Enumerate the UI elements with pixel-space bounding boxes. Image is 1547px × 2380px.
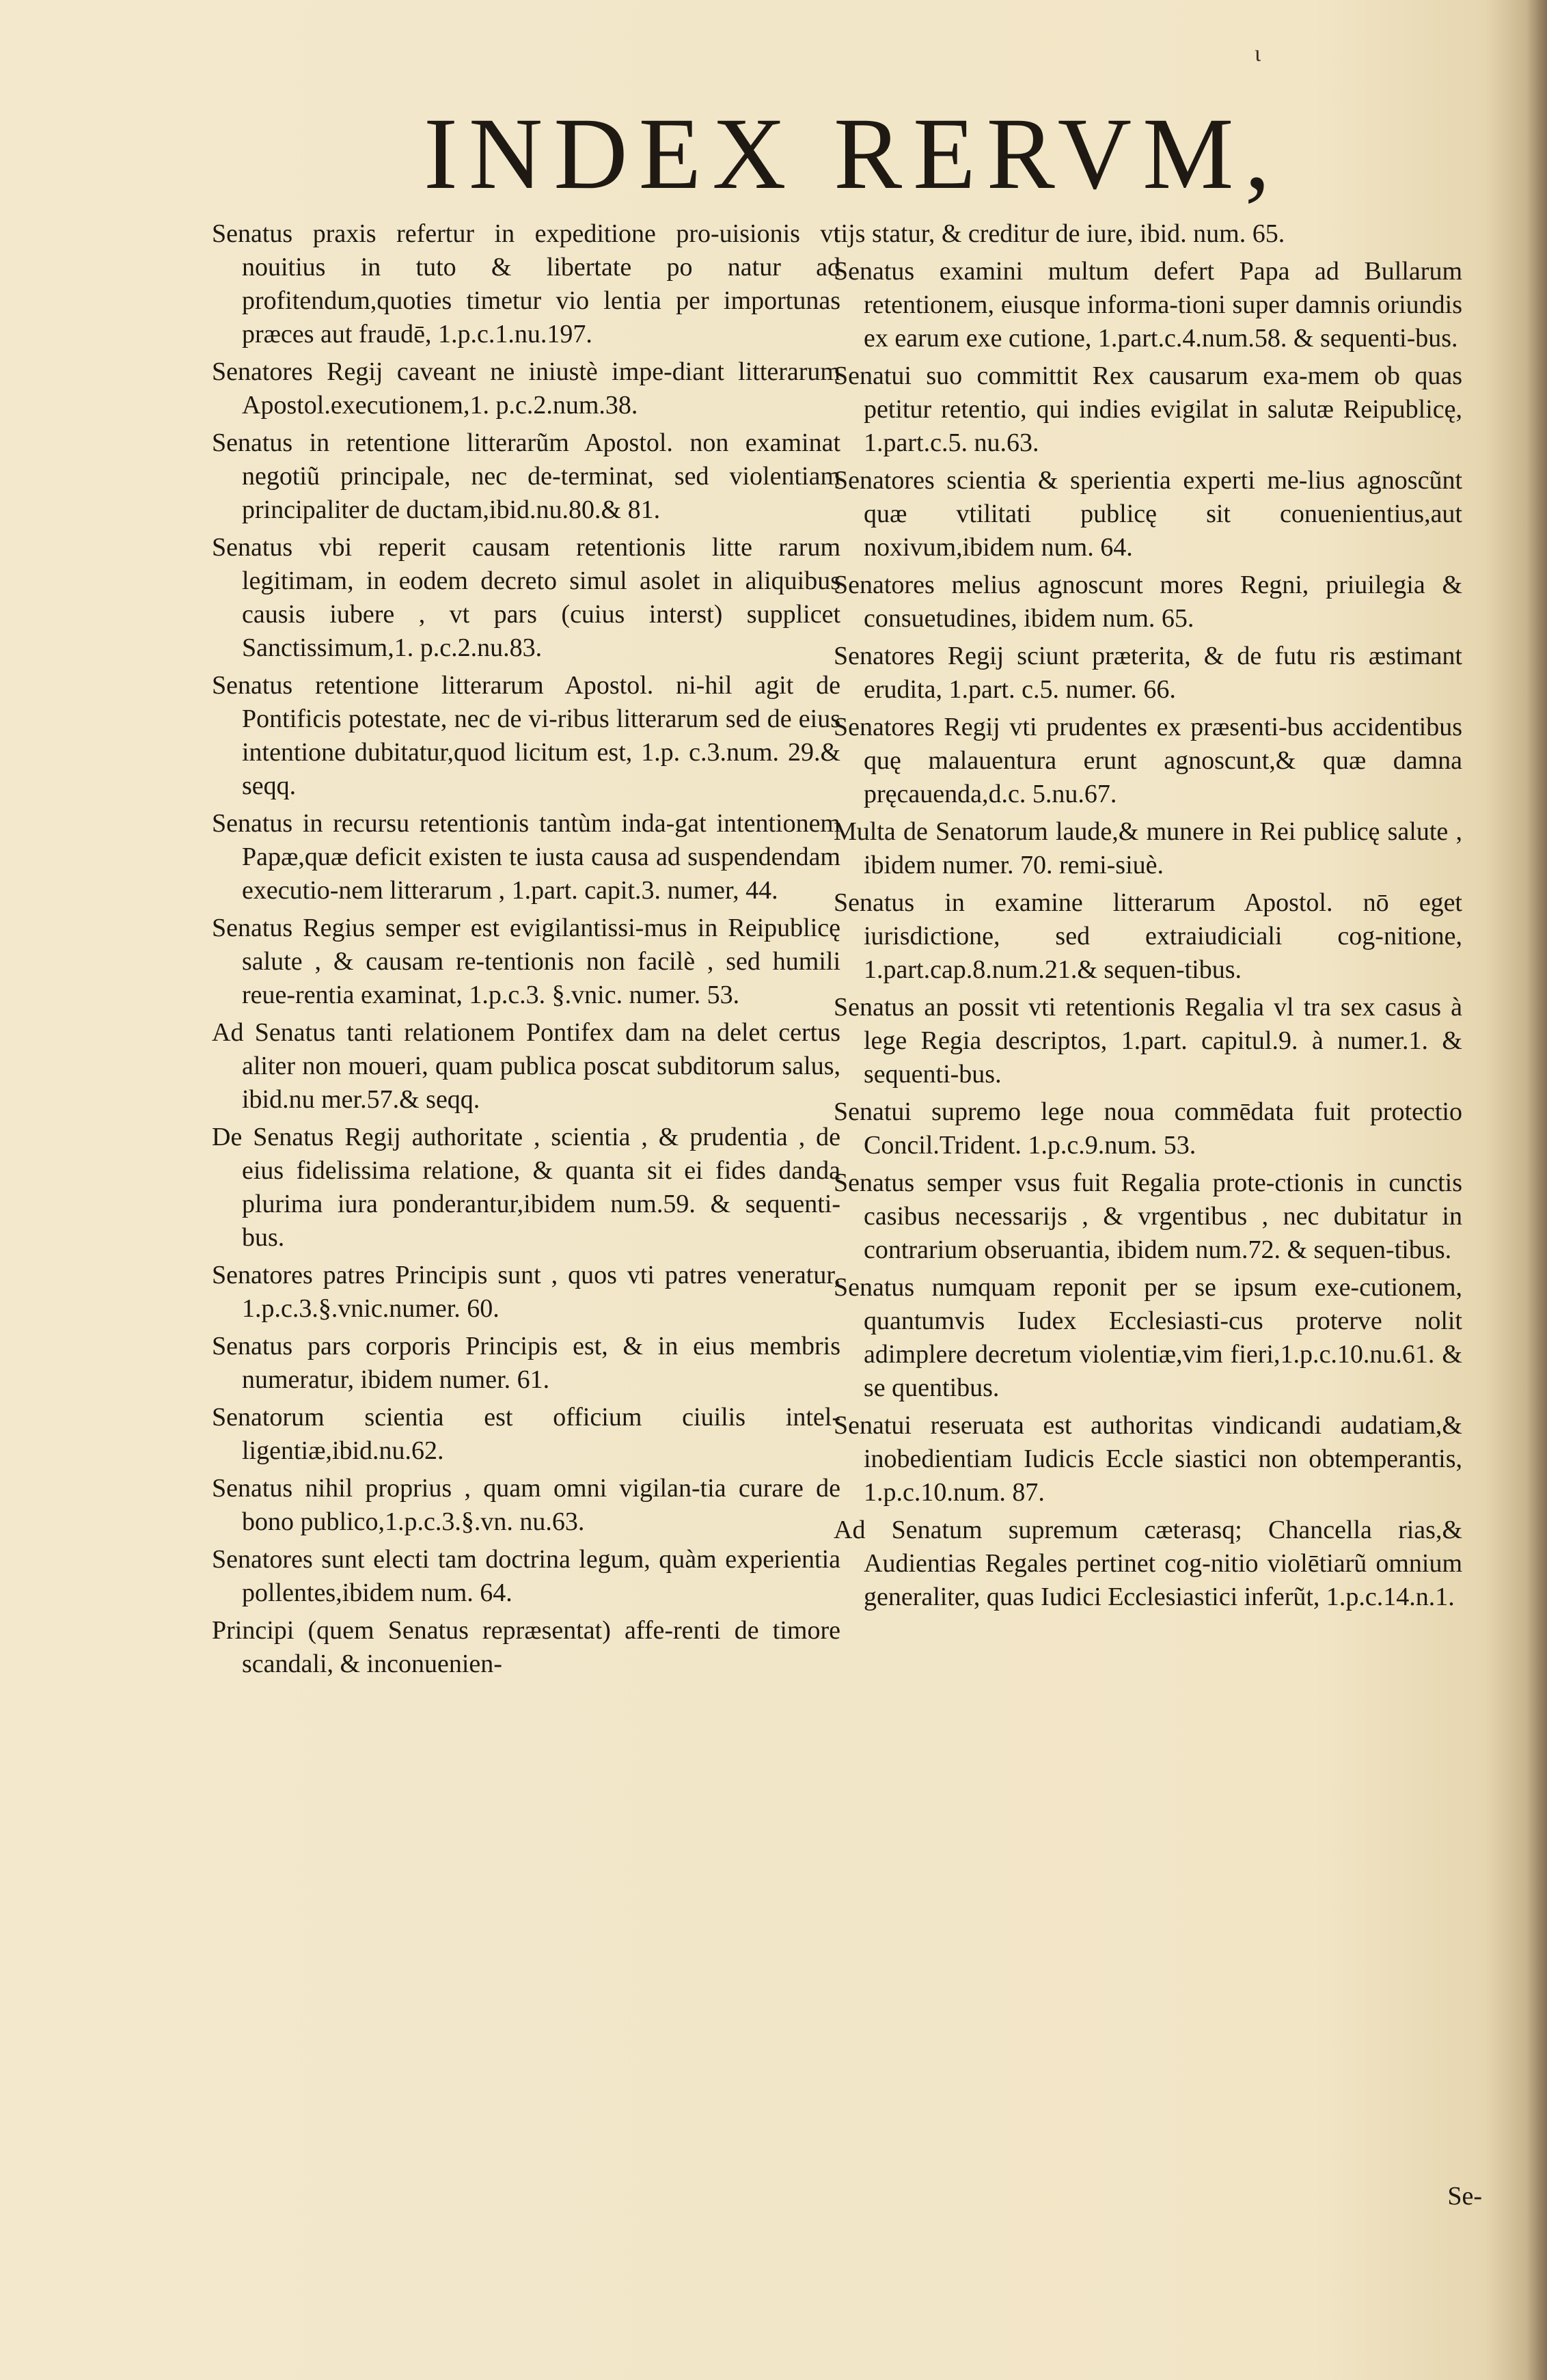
index-entry: Senatui supremo lege noua commēdata fuit protectio Concil.Trident. 1.p.c.9.num. 53. xyxy=(834,1097,1462,1160)
page-edge-shadow xyxy=(1527,0,1547,2380)
index-entry: Senatores patres Principis sunt , quos vti patres veneratur, 1.p.c.3.§.vnic.numer. 60. xyxy=(212,1261,840,1323)
index-entry: Ad Senatum supremum cæterasq; Chancella rias,& Audientias Regales pertinet cog-nitio violētiarũ omnium generaliter, quas Iudici Ecclesiastici inferũt, 1.p.c.14.n.1. xyxy=(834,1516,1462,1611)
index-entry: Senatus retentione litterarum Apostol. ni-hil agit de Pontificis potestate, nec de vi-ribus litterarum sed de eius intentione dubitatur,quod licitum est, 1.p. c.3.num. 29.& seqq. xyxy=(212,671,840,800)
index-entry: tijs statur, & creditur de iure, ibid. num. 65. xyxy=(834,219,1285,248)
index-entry: Ad Senatus tanti relationem Pontifex dam na delet certus aliter non moueri, quam publica poscat subditorum salus, ibid.nu mer.57.& seqq. xyxy=(212,1018,840,1114)
index-entry: Principi (quem Senatus repræsentat) affe-renti de timore scandali, & inconuenien- xyxy=(212,1616,840,1678)
index-entry: Senatores sunt electi tam doctrina legum, quàm experientia pollentes,ibidem num. 64. xyxy=(212,1545,840,1607)
index-entry: Senatus Regius semper est evigilantissi-mus in Reipublicę salute , & causam re-tentionis non facilè , sed humili reue-rentia examinat, 1.p.c.3. §.vnic. numer. 53. xyxy=(212,914,840,1009)
index-entry: Senatores Regij caveant ne iniustè impe-diant litterarum Apostol.executionem,1. p.c.2.num.38. xyxy=(212,357,840,420)
index-entry: Senatui reseruata est authoritas vindicandi audatiam,& inobedientiam Iudicis Eccle siastici non obtemperantis, 1.p.c.10.num. 87. xyxy=(834,1411,1462,1507)
left-column xyxy=(212,217,840,1685)
index-entry: Senatus nihil proprius , quam omni vigilan-tia curare de bono publico,1.p.c.3.§.vn. nu.63. xyxy=(212,1474,840,1536)
running-head: INDEX RERVM, xyxy=(424,97,1281,210)
index-entry: Senatus semper vsus fuit Regalia prote-ctionis in cunctis casibus necessarijs , & vrgentibus , nec dubitatur in contrarium obseruantia, ibidem num.72. & sequen-tibus. xyxy=(834,1168,1462,1264)
index-entry: Senatores scientia & sperientia experti me-lius agnoscũnt quæ vtilitati publicę sit conuenientius,aut noxivum,ibidem num. 64. xyxy=(834,466,1462,562)
index-entry: Senatus numquam reponit per se ipsum exe-cutionem, quantumvis Iudex Ecclesiasti-cus proterve nolit adimplere decretum violentiæ,vim fieri,1.p.c.10.nu.61. & se quentibus. xyxy=(834,1273,1462,1402)
right-column xyxy=(834,217,1462,1618)
index-entry: Senatus pars corporis Principis est, & in eius membris numeratur, ibidem numer. 61. xyxy=(212,1332,840,1394)
index-entry: Senatores melius agnoscunt mores Regni, priuilegia & consuetudines, ibidem num. 65. xyxy=(834,571,1462,633)
page-mark: ι xyxy=(1255,41,1261,66)
index-entry: Senatores Regij vti prudentes ex præsenti-bus accidentibus quę malauentura erunt agnoscunt,& quæ damna pręcauenda,d.c. 5.nu.67. xyxy=(834,713,1462,808)
index-entry: Senatus praxis refertur in expeditione pro-uisionis vt nouitius in tuto & libertate po natur ad profitendum,quoties timetur vio lentia per importunas præces aut fraudē, 1.p.c.1.nu.197. xyxy=(212,219,840,348)
index-entry: Senatus vbi reperit causam retentionis litte rarum legitimam, in eodem decreto simul asolet in aliquibus causis iubere , vt pars (cuius interst) supplicet Sanctissimum,1. p.c.2.nu.83. xyxy=(212,533,840,662)
index-entry: Senatus in recursu retentionis tantùm inda-gat intentionem Papæ,quæ deficit existen te iusta causa ad suspendendam executio-nem litterarum , 1.part. capit.3. numer, 44. xyxy=(212,809,840,905)
index-entry: Senatorum scientia est officium ciuilis intel-ligentiæ,ibid.nu.62. xyxy=(212,1403,840,1465)
index-entry: De Senatus Regij authoritate , scientia , & prudentia , de eius fidelissima relatione, & quanta sit ei fides danda plurima iura ponderantur,ibidem num.59. & sequenti-bus. xyxy=(212,1123,840,1252)
index-entry: Senatui suo committit Rex causarum exa-mem ob quas petitur retentio, qui indies evigilat in salutæ Reipublicę, 1.part.c.5. nu.63. xyxy=(834,361,1462,457)
index-entry: Multa de Senatorum laude,& munere in Rei publicę salute , ibidem numer. 70. remi-siuè. xyxy=(834,817,1462,879)
catchword: Se- xyxy=(1447,2182,1482,2211)
index-entry: Senatus examini multum defert Papa ad Bullarum retentionem, eiusque informa-tioni super damnis oriundis ex earum exe cutione, 1.part.c.4.num.58. & sequenti-bus. xyxy=(834,257,1462,353)
index-entry: Senatores Regij sciunt præterita, & de futu ris æstimant erudita, 1.part. c.5. numer. 66. xyxy=(834,642,1462,704)
index-entry: Senatus in examine litterarum Apostol. nō eget iurisdictione, sed extraiudiciali cog-nitione, 1.part.cap.8.num.21.& sequen-tibus. xyxy=(834,888,1462,984)
index-entry: Senatus an possit vti retentionis Regalia vl tra sex casus à lege Regia descriptos, 1.part. capitul.9. à numer.1. & sequenti-bus. xyxy=(834,993,1462,1089)
index-entry: Senatus in retentione litterarũm Apostol. non examinat negotiũ principale, nec de-terminat, sed violentiam principaliter de ductam,ibid.nu.80.& 81. xyxy=(212,428,840,524)
